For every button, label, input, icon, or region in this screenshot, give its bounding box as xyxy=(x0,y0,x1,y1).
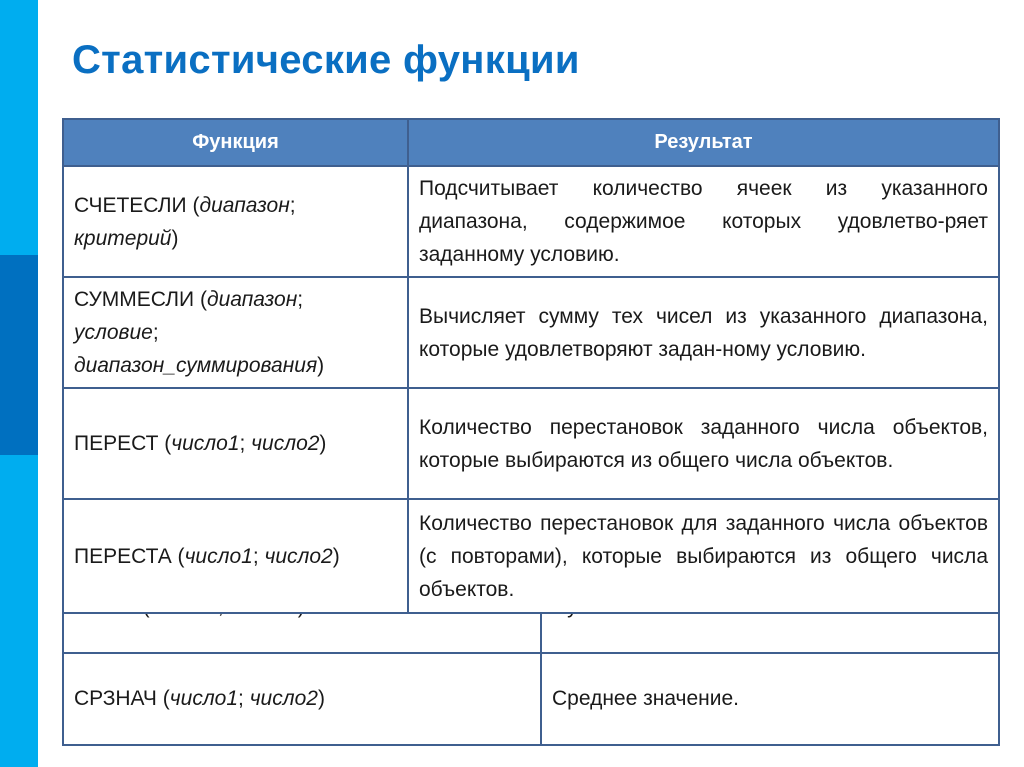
function-cell xyxy=(63,166,408,277)
function-name: ПЕРЕСТА ( xyxy=(74,544,185,568)
function-name: СРЗНАЧ ( xyxy=(74,687,170,710)
side-accent-block xyxy=(0,255,38,455)
arg-separator: ) xyxy=(171,226,179,250)
result-cell: Вычисляет сумму тех чисел из указанного диапазона, которые удовлетворяют задан-ному условию. xyxy=(408,277,999,388)
arg-separator: ; xyxy=(238,687,250,710)
function-arg: диапазон_суммирования xyxy=(74,354,318,377)
functions-table xyxy=(62,118,1000,614)
function-cell xyxy=(63,653,541,745)
side-decoration-strip xyxy=(0,0,38,767)
arg-separator: ) xyxy=(319,432,327,455)
arg-separator: ) xyxy=(317,354,325,377)
function-arg: число2 xyxy=(251,432,320,455)
result-cell: Среднее значение. xyxy=(541,653,999,745)
function-arg: число1 xyxy=(184,544,253,568)
function-arg: диапазон xyxy=(206,288,298,311)
function-cell xyxy=(63,499,408,613)
function-name: СЧЕТЕСЛИ ( xyxy=(74,193,200,217)
table-row xyxy=(63,499,999,613)
arg-separator: ) xyxy=(317,687,325,710)
column-header-result: Результат xyxy=(408,119,999,166)
table-header-row xyxy=(63,119,999,166)
arg-separator: ; xyxy=(152,321,159,344)
function-cell xyxy=(63,388,408,499)
table-row xyxy=(63,166,999,277)
table-row xyxy=(63,277,999,388)
table-row xyxy=(63,388,999,499)
table-row xyxy=(63,653,999,745)
arg-separator: ; xyxy=(297,288,304,311)
function-arg: число1 xyxy=(169,687,239,710)
result-cell: Количество перестановок заданного числа объектов, которые выбираются из общего числа объектов. xyxy=(408,388,999,499)
arg-separator: ) xyxy=(332,544,340,568)
result-cell: Количество перестановок для заданного числа объектов (с повторами), которые выбираются из общего числа объектов. xyxy=(408,499,999,613)
function-name: СУММЕСЛИ ( xyxy=(74,288,207,311)
column-header-function: Функция xyxy=(63,119,408,166)
arg-separator: ; xyxy=(252,544,265,568)
function-name: ПЕРЕСТ ( xyxy=(74,432,172,455)
function-arg: число1 xyxy=(171,432,240,455)
slide-title: Статистические функции xyxy=(72,38,580,82)
function-arg: число2 xyxy=(264,544,333,568)
function-cell xyxy=(63,277,408,388)
function-arg: число2 xyxy=(249,687,318,710)
arg-separator: ; xyxy=(289,193,296,217)
result-cell: Подсчитывает количество ячеек из указанного диапазона, содержимое которых удовлетво-ряет заданному условию. xyxy=(408,166,999,277)
function-arg: условие xyxy=(74,321,153,344)
arg-separator: ; xyxy=(239,432,252,455)
function-arg: диапазон xyxy=(199,193,290,217)
function-arg: критерий xyxy=(74,226,172,250)
